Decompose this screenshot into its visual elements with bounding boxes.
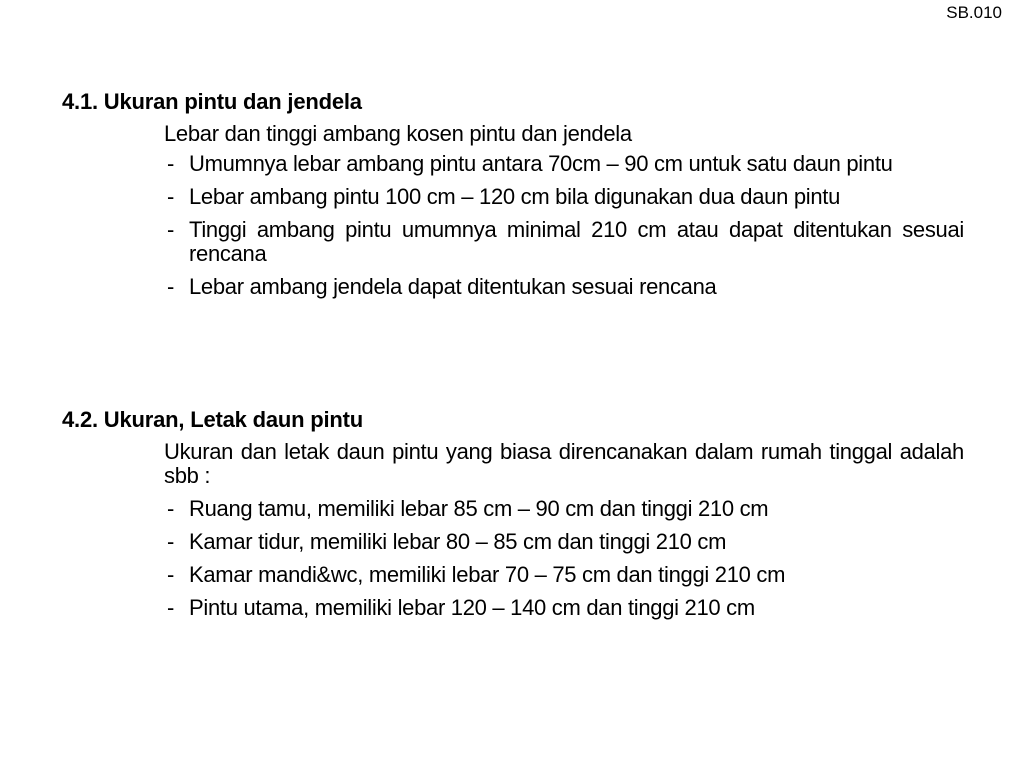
dash-bullet-icon: - xyxy=(167,562,175,587)
dash-bullet-icon: - xyxy=(167,217,175,242)
slide-code: SB.010 xyxy=(946,3,1002,22)
list-item-text: Lebar ambang jendela dapat ditentukan sesuai rencana xyxy=(189,274,717,299)
list-item xyxy=(164,563,964,587)
list-item xyxy=(164,275,964,299)
dash-bullet-icon: - xyxy=(167,274,175,299)
list-item xyxy=(164,596,964,620)
dash-bullet-icon: - xyxy=(167,151,175,176)
list-item xyxy=(164,185,964,209)
section-intro: Ukuran dan letak daun pintu yang biasa direncanakan dalam rumah tinggal adalah sbb : xyxy=(164,439,964,488)
section-door-leaf-placement xyxy=(62,406,964,620)
list-item-text: Pintu utama, memiliki lebar 120 – 140 cm dan tinggi 210 cm xyxy=(189,595,755,620)
list-item-text: Ruang tamu, memiliki lebar 85 cm – 90 cm dan tinggi 210 cm xyxy=(189,496,769,521)
section-intro: Lebar dan tinggi ambang kosen pintu dan jendela xyxy=(164,121,632,146)
bullet-list xyxy=(164,497,964,620)
dash-bullet-icon: - xyxy=(167,595,175,620)
list-item xyxy=(164,218,964,266)
list-item-text: Kamar tidur, memiliki lebar 80 – 85 cm dan tinggi 210 cm xyxy=(189,529,727,554)
list-item-text: Lebar ambang pintu 100 cm – 120 cm bila digunakan dua daun pintu xyxy=(189,184,841,209)
list-item-text: Umumnya lebar ambang pintu antara 70cm – 90 cm untuk satu daun pintu xyxy=(189,151,893,176)
section-door-window-sizes xyxy=(62,88,964,299)
dash-bullet-icon: - xyxy=(167,184,175,209)
section-heading: 4.1. Ukuran pintu dan jendela xyxy=(62,89,362,114)
list-item-text: Kamar mandi&wc, memiliki lebar 70 – 75 cm dan tinggi 210 cm xyxy=(189,562,786,587)
dash-bullet-icon: - xyxy=(167,496,175,521)
bullet-list xyxy=(164,152,964,299)
section-heading: 4.2. Ukuran, Letak daun pintu xyxy=(62,407,364,432)
list-item xyxy=(164,152,964,176)
list-item xyxy=(164,497,964,521)
list-item xyxy=(164,530,964,554)
dash-bullet-icon: - xyxy=(167,529,175,554)
list-item-text: Tinggi ambang pintu umumnya minimal 210 cm atau dapat ditentukan sesuai rencana xyxy=(189,217,964,266)
